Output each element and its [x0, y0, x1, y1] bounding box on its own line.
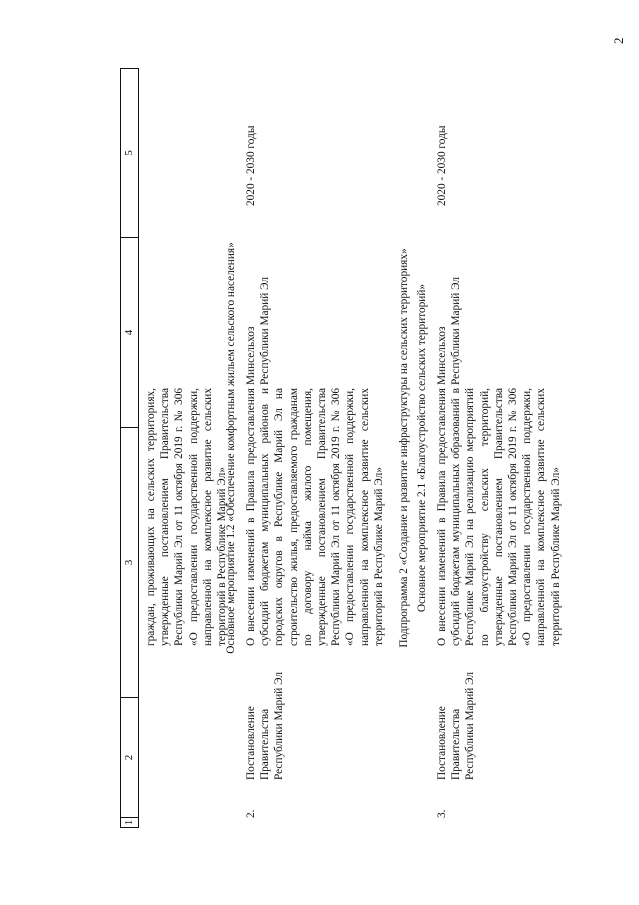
row2-period: 2020 - 2030 годы [245, 125, 257, 206]
row2-document-type: Постановление Правительства Республики Марий Эл [245, 671, 286, 780]
column-header-2: 2 [123, 754, 135, 761]
row3-executor: Минсельхоз Республики Марий Эл [436, 276, 463, 385]
header-bottom-rule [138, 68, 139, 828]
row2-number: 2. [245, 809, 257, 818]
row3-content: О внесении изменений в Правила предоставления субсидий бюджетам муниципальных образований в Республике Марий Эл на реализацию мероприятий по благоустройству сельских территорий, утвержденные постановлением Правительства Республики Марий Эл от 11 октября 2019 г. № 306 «О предоставлении государственной поддержки, направленной на комплексное развитие сельских территорий в Республике Марий Эл» [436, 388, 562, 646]
row3-document-type: Постановление Правительства Республики Марий Эл [436, 671, 477, 780]
row3-period: 2020 - 2030 годы [436, 125, 448, 206]
document-table [120, 68, 600, 828]
page-number: 2 [611, 37, 626, 44]
section-heading-1-2: Основное мероприятие 1.2 «Обеспечение комфортным жильем сельского населения» [225, 242, 237, 654]
row1-content-continued: граждан, проживающих на сельских территориях, утвержденные постановлением Правительства Республики Марий Эл от 11 октября 2019 г. № 306 «О предоставлении государственной поддержки, направленной на комплексное развитие сельских территорий в Республике Марий Эл» [145, 388, 229, 646]
subprogram-heading-2: Подпрограмма 2 «Создание и развитие инфраструктуры на сельских территориях» [398, 248, 410, 648]
column-header-5: 5 [123, 150, 135, 156]
row2-executor: Минсельхоз Республики Марий Эл [245, 276, 272, 385]
row2-content: О внесении изменений в Правила предоставления субсидий бюджетам муниципальных районов и городских округов в Республике Марий Эл на строительство жилья, предоставляемого гражданам по договору найма жилого помещения, утвержденные постановлением Правительства Республики Марий Эл от 11 октября 2019 г. № 306 «О предоставлении государственной поддержки, направленной на комплексное развитие сельских территорий в Республике Марий Эл» [245, 388, 385, 646]
column-header-3: 3 [123, 559, 135, 566]
column-header-4: 4 [123, 329, 135, 336]
column-divider [120, 827, 139, 828]
column-header-1: 1 [123, 819, 135, 826]
section-heading-2-1: Основное мероприятие 2.1 «Благоустройство сельских территорий» [416, 283, 428, 613]
row3-number: 3. [436, 809, 448, 818]
